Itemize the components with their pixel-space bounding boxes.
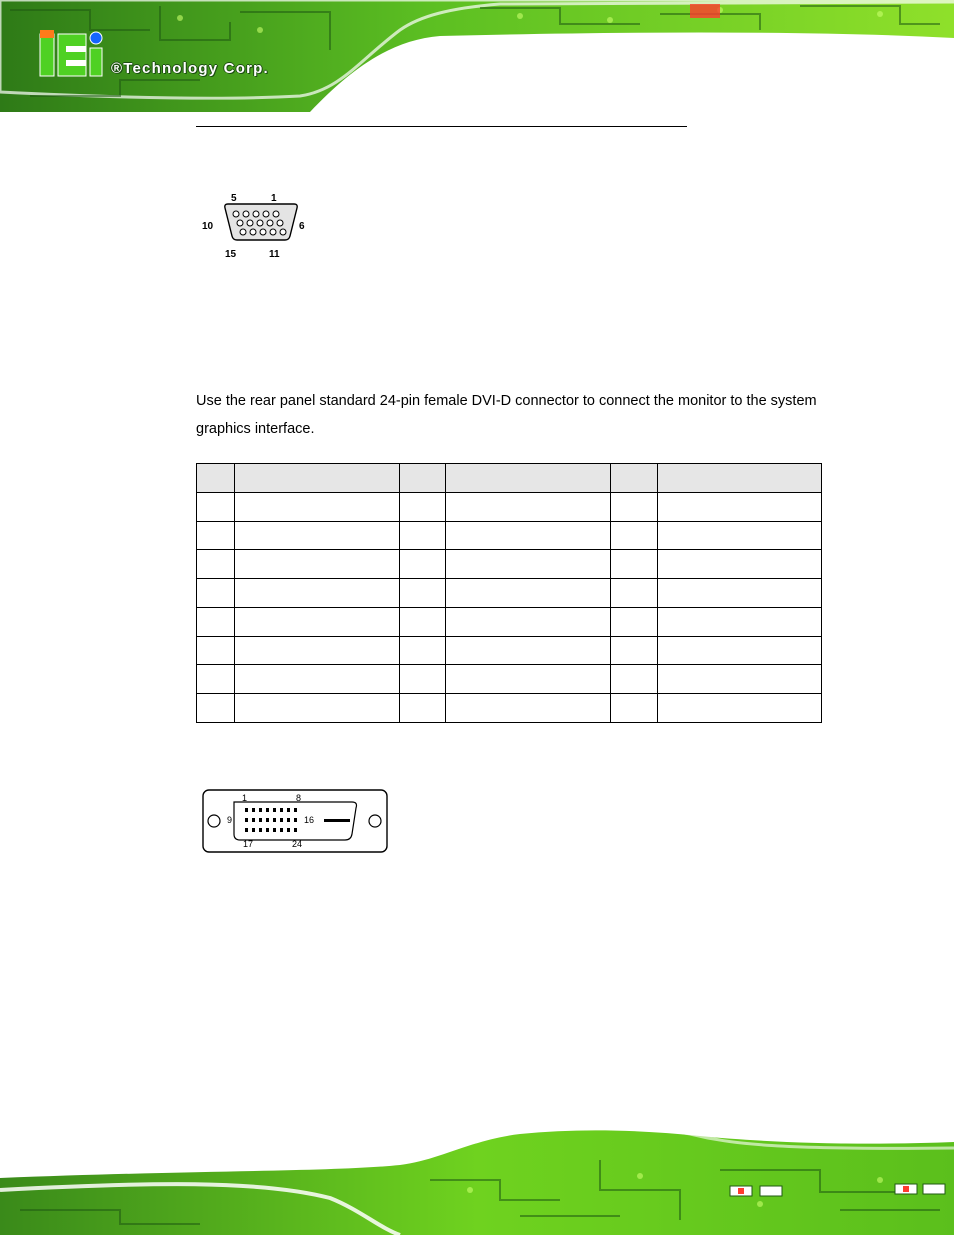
dvi-pin-label: 8 [296, 793, 302, 803]
vga-pin-label: 15 [225, 249, 237, 260]
table-row [197, 521, 822, 550]
table-cell [235, 607, 400, 636]
table-cell [611, 636, 658, 665]
vga-pin-label: 10 [202, 221, 214, 232]
table-cell [197, 579, 235, 608]
table-cell [197, 636, 235, 665]
table-cell [446, 665, 611, 694]
table-cell [235, 550, 400, 579]
table-cell [400, 492, 446, 521]
table-cell [611, 521, 658, 550]
table-cell [658, 607, 822, 636]
table-cell [400, 521, 446, 550]
table-cell [400, 464, 446, 493]
table-cell [446, 636, 611, 665]
vga-pin-label: 11 [269, 249, 280, 260]
table-cell [197, 521, 235, 550]
table-row [197, 636, 822, 665]
table-row [197, 665, 822, 694]
dvi-pin-label: 17 [243, 839, 254, 849]
table-cell [611, 464, 658, 493]
table-header-row [197, 464, 822, 493]
table-cell [658, 636, 822, 665]
table-cell [611, 550, 658, 579]
vga-connector-diagram [200, 190, 310, 262]
dvi-intro-paragraph: Use the rear panel standard 24-pin female DVI-D connector to connect the monitor to the system graphics interface. [196, 393, 817, 437]
table-row [197, 550, 822, 579]
dvi-pin-label: 9 [227, 815, 233, 825]
vga-pin-label: 1 [271, 193, 277, 204]
table-cell [611, 579, 658, 608]
table-cell [611, 665, 658, 694]
table-cell [658, 464, 822, 493]
table-cell [400, 550, 446, 579]
table-cell [658, 665, 822, 694]
table-cell [197, 607, 235, 636]
table-cell [446, 607, 611, 636]
section-divider [196, 126, 687, 127]
table-cell [400, 694, 446, 723]
table-cell [235, 579, 400, 608]
table-cell [611, 607, 658, 636]
table-row [197, 694, 822, 723]
header-banner [0, 0, 954, 112]
table-cell [658, 550, 822, 579]
table-row [197, 492, 822, 521]
table-cell [197, 464, 235, 493]
table-cell [400, 579, 446, 608]
table-cell [446, 492, 611, 521]
table-cell [446, 694, 611, 723]
footer-banner [0, 1120, 954, 1235]
vga-pin-label: 6 [299, 221, 305, 232]
table-cell [658, 579, 822, 608]
table-cell [446, 550, 611, 579]
table-cell [197, 492, 235, 521]
table-cell [235, 492, 400, 521]
table-cell [658, 694, 822, 723]
table-row [197, 607, 822, 636]
dvi-pin-label: 1 [242, 793, 248, 803]
table-cell [611, 492, 658, 521]
table-cell [400, 665, 446, 694]
table-cell [446, 521, 611, 550]
table-cell [611, 694, 658, 723]
vga-pin-label: 5 [231, 193, 237, 204]
dvi-connector-diagram [200, 788, 390, 854]
dvi-pin-label: 24 [292, 839, 303, 849]
table-cell [235, 694, 400, 723]
table-cell [658, 492, 822, 521]
table-cell [400, 636, 446, 665]
table-cell [235, 521, 400, 550]
table-cell [235, 665, 400, 694]
table-cell [658, 521, 822, 550]
table-cell [400, 607, 446, 636]
table-cell [235, 464, 400, 493]
table-cell [446, 579, 611, 608]
table-cell [235, 636, 400, 665]
table-row [197, 579, 822, 608]
table-cell [446, 464, 611, 493]
brand-name: ®Technology Corp. [111, 60, 269, 77]
table-cell [197, 665, 235, 694]
table-cell [197, 694, 235, 723]
dvi-pin-label: 16 [304, 815, 315, 825]
table-cell [197, 550, 235, 579]
dvi-pinout-table [196, 463, 822, 723]
